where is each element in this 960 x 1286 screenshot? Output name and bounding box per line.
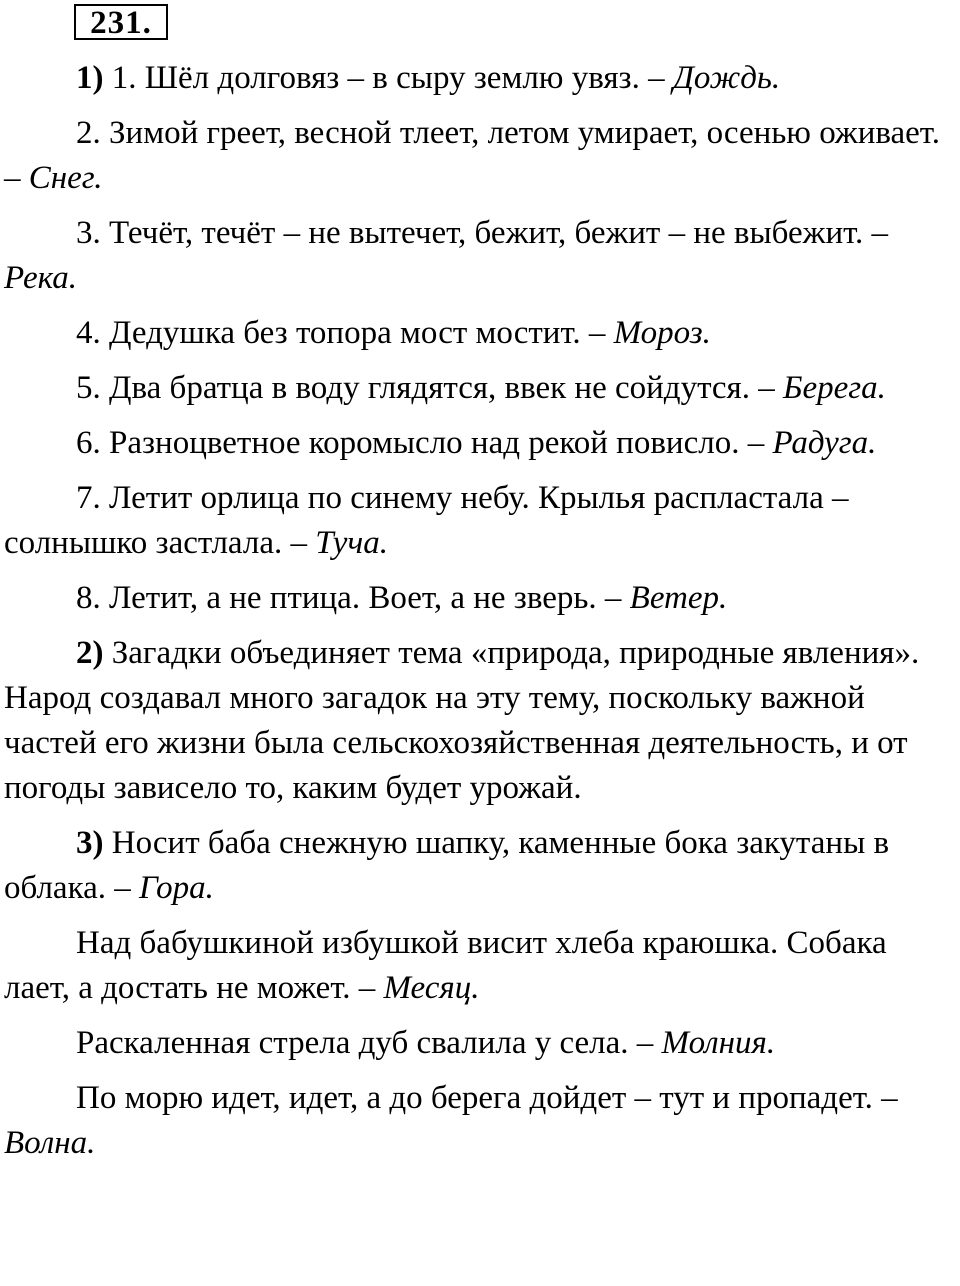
part-marker: 3)	[76, 825, 104, 861]
riddle-text: 1. Шёл долговяз – в сыру землю увяз. –	[103, 60, 673, 96]
paragraph-12	[4, 1021, 958, 1066]
riddle-answer: Снег.	[28, 160, 103, 196]
riddle-text: Носит баба снежную шапку, каменные бока закутаны в облака. –	[4, 825, 890, 906]
riddle-answer: Туча.	[315, 525, 388, 561]
riddle-answer: Мороз.	[613, 315, 711, 351]
paragraph-8	[4, 576, 958, 621]
riddle-answer: Молния.	[661, 1025, 776, 1061]
riddle-text: 6. Разноцветное коромысло над рекой повисло. –	[76, 425, 773, 461]
riddle-text: 3. Течёт, течёт – не вытечет, бежит, бежит – не выбежит. –	[76, 215, 889, 251]
part-marker: 2)	[76, 635, 104, 671]
paragraph-6	[4, 421, 958, 466]
paragraph-11	[4, 921, 958, 1011]
paragraph-9	[4, 631, 958, 811]
paragraph-10	[4, 821, 958, 911]
paragraph-2	[4, 111, 958, 201]
explanation-text: Загадки объединяет тема «природа, природные явления». Народ создавал много загадок на эту тему, поскольку важной частей его жизни была сельскохозяйственная деятельность, и от погоды зависело то, каким будет урожай.	[4, 635, 920, 806]
riddle-answer: Гора.	[139, 870, 214, 906]
paragraph-4	[4, 311, 958, 356]
paragraph-7	[4, 476, 958, 566]
riddle-text: 4. Дедушка без топора мост мостит. –	[76, 315, 614, 351]
riddle-text: 5. Два братца в воду глядятся, ввек не сойдутся. –	[76, 370, 783, 406]
riddle-text: По морю идет, идет, а до берега дойдет – тут и пропадет. –	[76, 1080, 898, 1116]
riddle-answer: Ветер.	[629, 580, 728, 616]
riddle-text: 7. Летит орлица по синему небу. Крылья распластала – солнышко застлала. –	[4, 480, 849, 561]
riddle-answer: Месяц.	[383, 970, 480, 1006]
paragraph-5	[4, 366, 958, 411]
paragraph-3	[4, 211, 958, 301]
riddle-answer: Радуга.	[772, 425, 877, 461]
riddle-answer: Берега.	[782, 370, 886, 406]
riddle-answer: Волна.	[4, 1125, 96, 1161]
riddle-answer: Река.	[4, 260, 77, 296]
answer-content	[4, 56, 958, 1176]
paragraph-13	[4, 1076, 958, 1166]
riddle-text: Раскаленная стрела дуб свалила у села. –	[76, 1025, 662, 1061]
riddle-text: Над бабушкиной избушкой висит хлеба краюшка. Собака лает, а достать не может. –	[4, 925, 887, 1006]
part-marker: 1)	[76, 60, 104, 96]
riddle-text: 2. Зимой греет, весной тлеет, летом умирает, осенью оживает. –	[4, 115, 940, 196]
riddle-text: 8. Летит, а не птица. Воет, а не зверь. –	[76, 580, 630, 616]
task-number-box: 231.	[74, 4, 168, 40]
riddle-answer: Дождь.	[672, 60, 781, 96]
paragraph-1	[4, 56, 958, 101]
